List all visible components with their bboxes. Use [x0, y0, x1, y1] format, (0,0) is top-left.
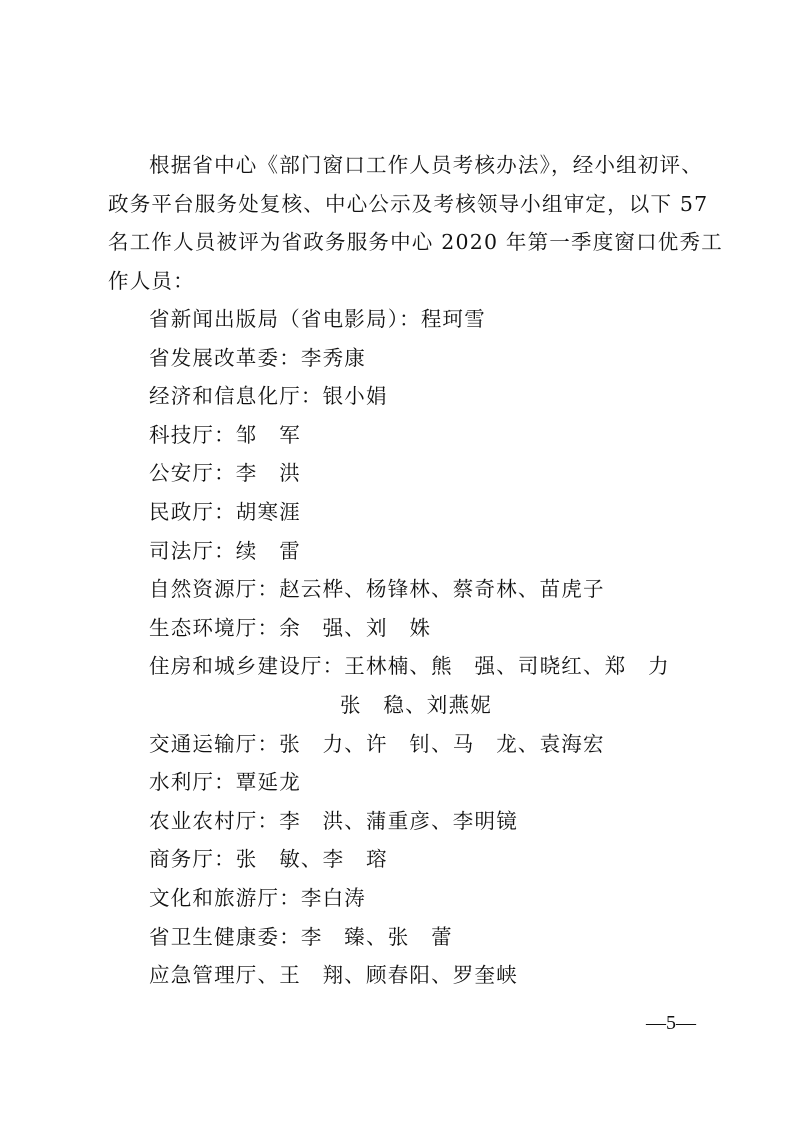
intro-paragraph: [108, 146, 723, 300]
awardee-list: [149, 300, 709, 995]
intro-line: 名工作人员被评为省政务服务中心 2020 年第一季度窗口优秀工: [108, 230, 723, 254]
list-item: 公安厅：李 洪: [149, 461, 301, 486]
list-item: 农业农村厅：李 洪、蒲重彦、李明镜: [149, 808, 518, 833]
list-item: 经济和信息化厅：银小娟: [149, 384, 388, 409]
list-item: 文化和旅游厅：李白涛: [149, 885, 366, 910]
list-item: 省卫生健康委：李 臻、张 蕾: [149, 924, 453, 949]
intro-line: 作人员：: [108, 268, 195, 293]
intro-line: 政务平台服务处复核、中心公示及考核领导小组审定，以下 57: [108, 191, 709, 216]
list-item: 住房和城乡建设厅：王林楠、熊 强、司晓红、郑 力: [149, 654, 670, 679]
list-item: 生态环境厅：余 强、刘 姝: [149, 615, 432, 640]
intro-line: 根据省中心《部门窗口工作人员考核办法》，经小组初评、: [149, 153, 703, 177]
list-item: 商务厅：张 敏、李 瑢: [149, 847, 388, 872]
list-item: 应急管理厅、王 翔、顾春阳、罗奎峡: [149, 963, 518, 988]
list-item: 交通运输厅：张 力、许 钊、马 龙、袁海宏: [149, 731, 605, 756]
list-item-continuation: 张 稳、刘燕妮: [340, 692, 492, 717]
list-item: 自然资源厅：赵云桦、杨锋林、蔡奇林、苗虎子: [149, 577, 605, 602]
list-item: 省新闻出版局（省电影局）：程珂雪: [149, 307, 486, 331]
page-number: —5—: [646, 1012, 696, 1034]
list-item: 司法厅：续 雷: [149, 538, 301, 563]
list-item: 水利厅：覃延龙: [149, 770, 301, 795]
list-item: 省发展改革委：李秀康: [149, 345, 366, 370]
list-item: 民政厅：胡寒涯: [149, 499, 301, 524]
list-item: 科技厅：邹 军: [149, 422, 301, 447]
